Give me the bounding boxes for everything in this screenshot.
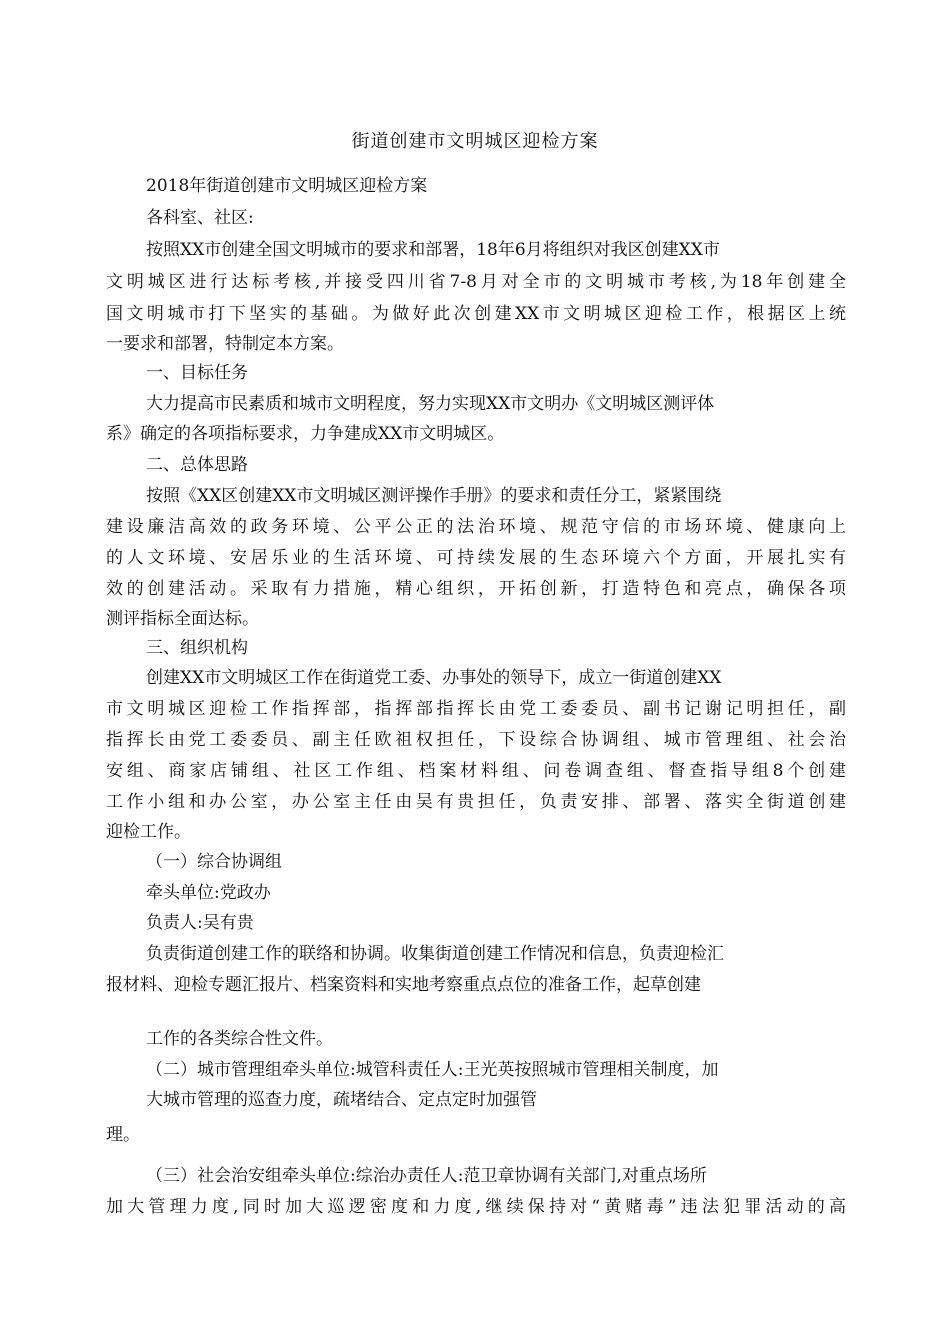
text-line: 工作的各类综合性文件。 xyxy=(146,1029,333,1049)
text-line: 指挥长由党工委委员、副主任欧祖权担任，下设综合协调组、城市管理组、社会治 xyxy=(106,730,846,750)
section-heading: 三、组织机构 xyxy=(146,638,248,658)
text-line: 创建XX市文明城区工作在街道党工委、办事处的领导下，成立一街道创建XX xyxy=(146,668,722,688)
text-line: 系》确定的各项指标要求，力争建成XX市文明城区。 xyxy=(106,424,505,444)
text-line: 各科室、社区: xyxy=(146,208,254,228)
text-line: 效的创建活动。采取有力措施，精心组织，开拓创新，打造特色和亮点，确保各项 xyxy=(106,579,846,599)
text-line: 安组、商家店铺组、社区工作组、档案材料组、问卷调查组、督查指导组8个创建 xyxy=(106,761,846,781)
text-line: 报材料、迎检专题汇报片、档案资料和实地考察重点点位的准备工作，起草创建 xyxy=(106,975,701,995)
section-heading: 二、总体思路 xyxy=(146,455,248,475)
text-line: 一要求和部署，特制定本方案。 xyxy=(106,334,344,354)
text-line: 加大管理力度,同时加大巡逻密度和力度,继续保持对“黄赌毒”违法犯罪活动的高 xyxy=(106,1197,846,1217)
text-line: 按照《XX区创建XX市文明城区测评操作手册》的要求和责任分工，紧紧围绕 xyxy=(146,486,722,506)
text-line: 按照XX市创建全国文明城市的要求和部署，18年6月将组织对我区创建XX市 xyxy=(146,240,720,260)
text-line: 大力提高市民素质和城市文明程度，努力实现XX市文明办《文明城区测评体 xyxy=(146,394,715,414)
text-line: 工作小组和办公室，办公室主任由吴有贵担任，负责安排、部署、落实全街道创建 xyxy=(106,792,846,812)
text-line: 理。 xyxy=(106,1125,140,1145)
text-line: 建设廉洁高效的政务环境、公平公正的法治环境、规范守信的市场环境、健康向上 xyxy=(106,517,846,537)
subsection-heading: （三）社会治安组牵头单位:综治办责任人:范卫章协调有关部门,对重点场所 xyxy=(146,1166,707,1186)
text-line: 迎检工作。 xyxy=(106,822,191,842)
section-heading: 一、目标任务 xyxy=(146,363,248,383)
text-line: 市文明城区迎检工作指挥部，指挥部指挥长由党工委委员、副书记谢记明担任，副 xyxy=(106,699,846,719)
subsection-heading: （一）综合协调组 xyxy=(146,852,282,872)
document-title: 街道创建市文明城区迎检方案 xyxy=(351,131,599,152)
text-line: 文明城区进行达标考核,并接受四川省7-8月对全市的文明城市考核,为18年创建全 xyxy=(106,272,846,292)
text-line: 2018年街道创建市文明城区迎检方案 xyxy=(146,176,428,196)
subsection-heading: （二）城市管理组牵头单位:城管科责任人:王光英按照城市管理相关制度，加 xyxy=(146,1060,719,1080)
text-line: 牵头单位:党政办 xyxy=(146,883,271,903)
text-line: 测评指标全面达标。 xyxy=(106,609,259,629)
text-line: 大城市管理的巡查力度，疏堵结合、定点定时加强管 xyxy=(146,1090,537,1110)
text-line: 负责人:吴有贵 xyxy=(146,913,254,933)
text-line: 负责街道创建工作的联络和协调。收集街道创建工作情况和信息，负责迎检汇 xyxy=(146,944,724,964)
text-line: 国文明城市打下坚实的基础。为做好此次创建XX市文明城区迎检工作，根据区上统 xyxy=(106,304,846,324)
text-line: 的人文环境、安居乐业的生活环境、可持续发展的生态环境六个方面，开展扎实有 xyxy=(106,548,846,568)
